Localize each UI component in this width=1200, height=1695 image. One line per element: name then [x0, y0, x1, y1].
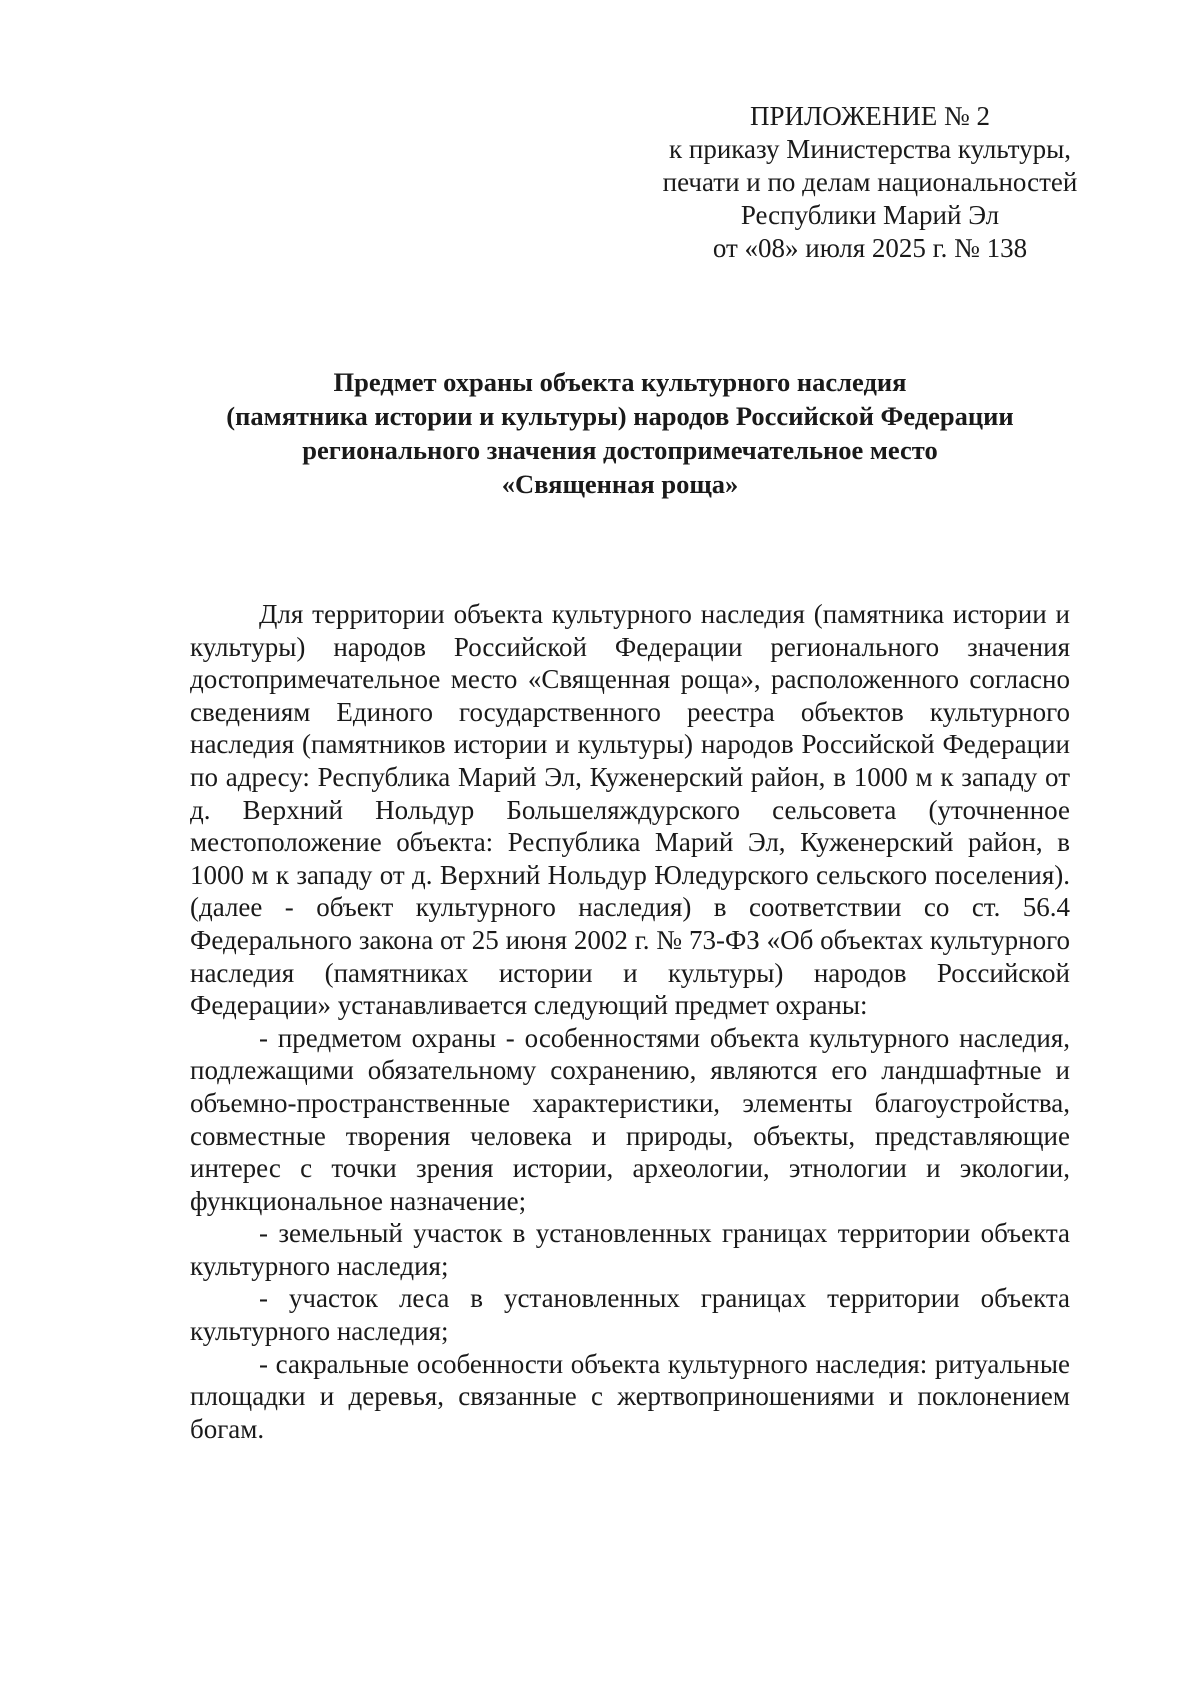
appendix-header — [640, 100, 1100, 265]
protection-item-sacral: - сакральные особенности объекта культурного наследия: ритуальные площадки и деревья, связанные с жертвоприношениями и поклонением богам. — [190, 1348, 1070, 1444]
protection-item-forest-plot: - участок леса в установленных границах территории объекта культурного наследия; — [190, 1283, 1070, 1347]
title-line: Предмет охраны объекта культурного наследия — [333, 367, 907, 397]
document-title — [150, 365, 1090, 501]
title-line: (памятника истории и культуры) народов Российской Федерации — [226, 401, 1014, 431]
protection-item-land-plot: - земельный участок в установленных границах территории объекта культурного наследия; — [190, 1218, 1070, 1281]
appendix-number: ПРИЛОЖЕНИЕ № 2 — [749, 101, 991, 131]
appendix-republic-line: Республики Марий Эл — [740, 200, 1000, 230]
appendix-order-line: к приказу Министерства культуры, — [669, 134, 1071, 164]
document-body — [190, 598, 1070, 1445]
title-line: «Священная роща» — [501, 469, 739, 499]
protection-item-features: - предметом охраны - особенностями объекта культурного наследия, подлежащими обязательному сохранению, являются его ландшафтные и объемно-пространственные характеристики, элементы благоустройства, совместные творения человека и природы, объекты, представляющие интерес с точки зрения истории, археологии, этнологии и экологии, функциональное назначение; — [190, 1022, 1070, 1216]
appendix-ministry-line: печати и по делам национальностей — [662, 167, 1078, 197]
title-line: регионального значения достопримечательное место — [302, 435, 938, 465]
appendix-date-line: от «08» июля 2025 г. № 138 — [712, 233, 1028, 263]
intro-paragraph: Для территории объекта культурного наследия (памятника истории и культуры) народов Российской Федерации регионального значения достопримечательное место «Священная роща», расположенного согласно сведениям Единого государственного реестра объектов культурного наследия (памятников истории и культуры) народов Российской Федерации по адресу: Республика Марий Эл, Куженерский район, в 1000 м к западу от д. Верхний Нольдур Большеляждурского сельсовета (уточненное местоположение объекта: Республика Марий Эл, Куженерский район, в 1000 м к западу от д. Верхний Нольдур Юледурского сельского поселения). (далее - объект культурного наследия) в соответствии со ст. 56.4 Федерального закона от 25 июня 2002 г. № 73-ФЗ «Об объектах культурного наследия (памятниках истории и культуры) народов Российской Федерации» устанавливается следующий предмет охраны: — [190, 599, 1070, 1021]
